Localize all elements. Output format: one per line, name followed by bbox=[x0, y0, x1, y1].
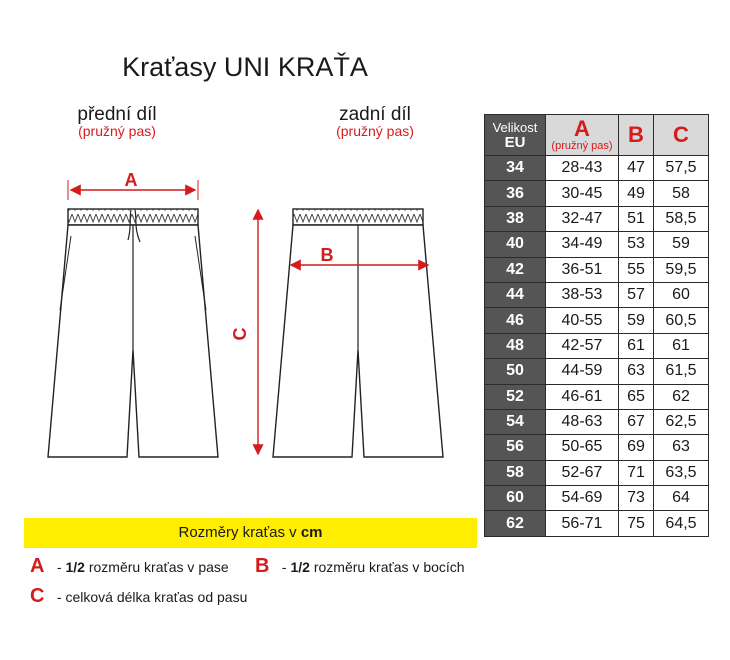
a-cell: 56-71 bbox=[546, 511, 619, 536]
size-cell: 38 bbox=[485, 206, 546, 231]
legend-c: C - celková délka kraťas od pasu bbox=[30, 585, 248, 607]
a-cell: 54-69 bbox=[546, 486, 619, 511]
b-cell: 51 bbox=[619, 206, 654, 231]
table-row bbox=[485, 156, 709, 181]
legend-a: A - 1/2 rozměru kraťas v pase bbox=[30, 555, 229, 577]
back-shorts bbox=[273, 209, 443, 457]
back-waistband bbox=[293, 209, 423, 225]
size-cell: 58 bbox=[485, 460, 546, 485]
header-size: Velikost EU bbox=[485, 115, 546, 156]
shorts-diagram bbox=[0, 140, 480, 470]
size-cell: 44 bbox=[485, 282, 546, 307]
b-cell: 55 bbox=[619, 257, 654, 282]
header-b: B bbox=[619, 115, 654, 156]
c-cell: 58 bbox=[654, 181, 709, 206]
size-table-header bbox=[485, 115, 709, 156]
a-cell: 40-55 bbox=[546, 308, 619, 333]
b-cell: 63 bbox=[619, 359, 654, 384]
c-cell: 64,5 bbox=[654, 511, 709, 536]
size-cell: 54 bbox=[485, 409, 546, 434]
front-view-sublabel: (pružný pas) bbox=[78, 123, 156, 139]
b-cell: 61 bbox=[619, 333, 654, 358]
table-row bbox=[485, 308, 709, 333]
front-waistband bbox=[68, 209, 198, 225]
b-cell: 75 bbox=[619, 511, 654, 536]
a-cell: 34-49 bbox=[546, 232, 619, 257]
table-row bbox=[485, 282, 709, 307]
b-cell: 67 bbox=[619, 409, 654, 434]
size-cell: 42 bbox=[485, 257, 546, 282]
size-cell: 46 bbox=[485, 308, 546, 333]
page-title: Kraťasy UNI KRAŤA bbox=[122, 52, 368, 82]
size-cell: 40 bbox=[485, 232, 546, 257]
c-cell: 59 bbox=[654, 232, 709, 257]
size-cell: 48 bbox=[485, 333, 546, 358]
dim-c-label: C bbox=[230, 327, 250, 341]
b-cell: 57 bbox=[619, 282, 654, 307]
a-cell: 50-65 bbox=[546, 435, 619, 460]
table-row bbox=[485, 232, 709, 257]
a-cell: 44-59 bbox=[546, 359, 619, 384]
b-cell: 49 bbox=[619, 181, 654, 206]
front-view-label: přední díl bbox=[77, 104, 157, 125]
a-cell: 30-45 bbox=[546, 181, 619, 206]
table-row bbox=[485, 460, 709, 485]
size-cell: 34 bbox=[485, 156, 546, 181]
table-row bbox=[485, 181, 709, 206]
table-row bbox=[485, 333, 709, 358]
size-table bbox=[484, 114, 709, 537]
c-cell: 57,5 bbox=[654, 156, 709, 181]
c-cell: 60,5 bbox=[654, 308, 709, 333]
table-row bbox=[485, 486, 709, 511]
b-cell: 73 bbox=[619, 486, 654, 511]
table-row bbox=[485, 409, 709, 434]
table-row bbox=[485, 435, 709, 460]
dim-a-label: A bbox=[124, 170, 138, 190]
size-cell: 62 bbox=[485, 511, 546, 536]
b-cell: 69 bbox=[619, 435, 654, 460]
b-cell: 59 bbox=[619, 308, 654, 333]
c-cell: 58,5 bbox=[654, 206, 709, 231]
c-cell: 63,5 bbox=[654, 460, 709, 485]
a-cell: 42-57 bbox=[546, 333, 619, 358]
a-cell: 32-47 bbox=[546, 206, 619, 231]
a-cell: 28-43 bbox=[546, 156, 619, 181]
b-cell: 71 bbox=[619, 460, 654, 485]
legend-b: B - 1/2 rozměru kraťas v bocích bbox=[255, 555, 465, 577]
table-row bbox=[485, 206, 709, 231]
size-cell: 52 bbox=[485, 384, 546, 409]
a-cell: 36-51 bbox=[546, 257, 619, 282]
table-row bbox=[485, 384, 709, 409]
size-cell: 56 bbox=[485, 435, 546, 460]
c-cell: 63 bbox=[654, 435, 709, 460]
c-cell: 60 bbox=[654, 282, 709, 307]
a-cell: 48-63 bbox=[546, 409, 619, 434]
c-cell: 61 bbox=[654, 333, 709, 358]
a-cell: 38-53 bbox=[546, 282, 619, 307]
b-cell: 53 bbox=[619, 232, 654, 257]
header-a: A (pružný pas) bbox=[546, 115, 619, 156]
back-view-label: zadní díl bbox=[339, 104, 411, 125]
b-cell: 47 bbox=[619, 156, 654, 181]
dim-c bbox=[230, 210, 258, 454]
table-row bbox=[485, 511, 709, 536]
dim-b-label: B bbox=[320, 245, 334, 265]
c-cell: 59,5 bbox=[654, 257, 709, 282]
c-cell: 61,5 bbox=[654, 359, 709, 384]
table-row bbox=[485, 257, 709, 282]
c-cell: 62 bbox=[654, 384, 709, 409]
header-c: C bbox=[654, 115, 709, 156]
c-cell: 64 bbox=[654, 486, 709, 511]
a-cell: 52-67 bbox=[546, 460, 619, 485]
b-cell: 65 bbox=[619, 384, 654, 409]
size-cell: 60 bbox=[485, 486, 546, 511]
back-view-sublabel: (pružný pas) bbox=[336, 123, 414, 139]
c-cell: 62,5 bbox=[654, 409, 709, 434]
front-shorts bbox=[48, 170, 218, 457]
table-row bbox=[485, 359, 709, 384]
a-cell: 46-61 bbox=[546, 384, 619, 409]
size-cell: 36 bbox=[485, 181, 546, 206]
units-banner: Rozměry kraťas v cm bbox=[24, 518, 477, 548]
size-cell: 50 bbox=[485, 359, 546, 384]
